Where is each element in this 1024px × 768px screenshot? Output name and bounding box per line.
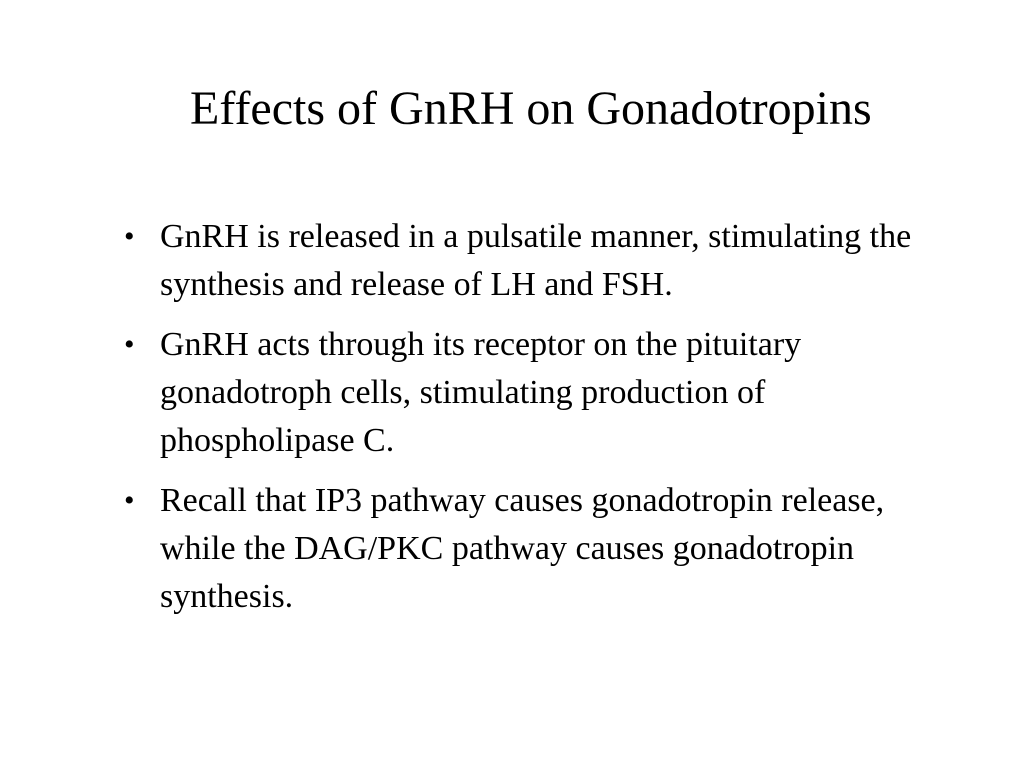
bullet-text: Recall that IP3 pathway causes gonadotropin release, while the DAG/PKC pathway causes gonadotropin synthesis. (160, 482, 885, 615)
bullet-dot-icon: • (124, 220, 135, 253)
bullet-text: GnRH is released in a pulsatile manner, stimulating the synthesis and release of LH and FSH. (160, 218, 912, 303)
bullet-dot-icon: • (124, 484, 135, 517)
bullet-item (120, 477, 940, 621)
bullet-item (120, 213, 940, 309)
bullet-list (120, 213, 940, 633)
bullet-text: GnRH acts through its receptor on the pituitary gonadotroph cells, stimulating production of phospholipase C. (160, 326, 802, 459)
bullet-dot-icon: • (124, 328, 135, 361)
bullet-item (120, 321, 940, 465)
slide-title: Effects of GnRH on Gonadotropins (190, 82, 872, 135)
